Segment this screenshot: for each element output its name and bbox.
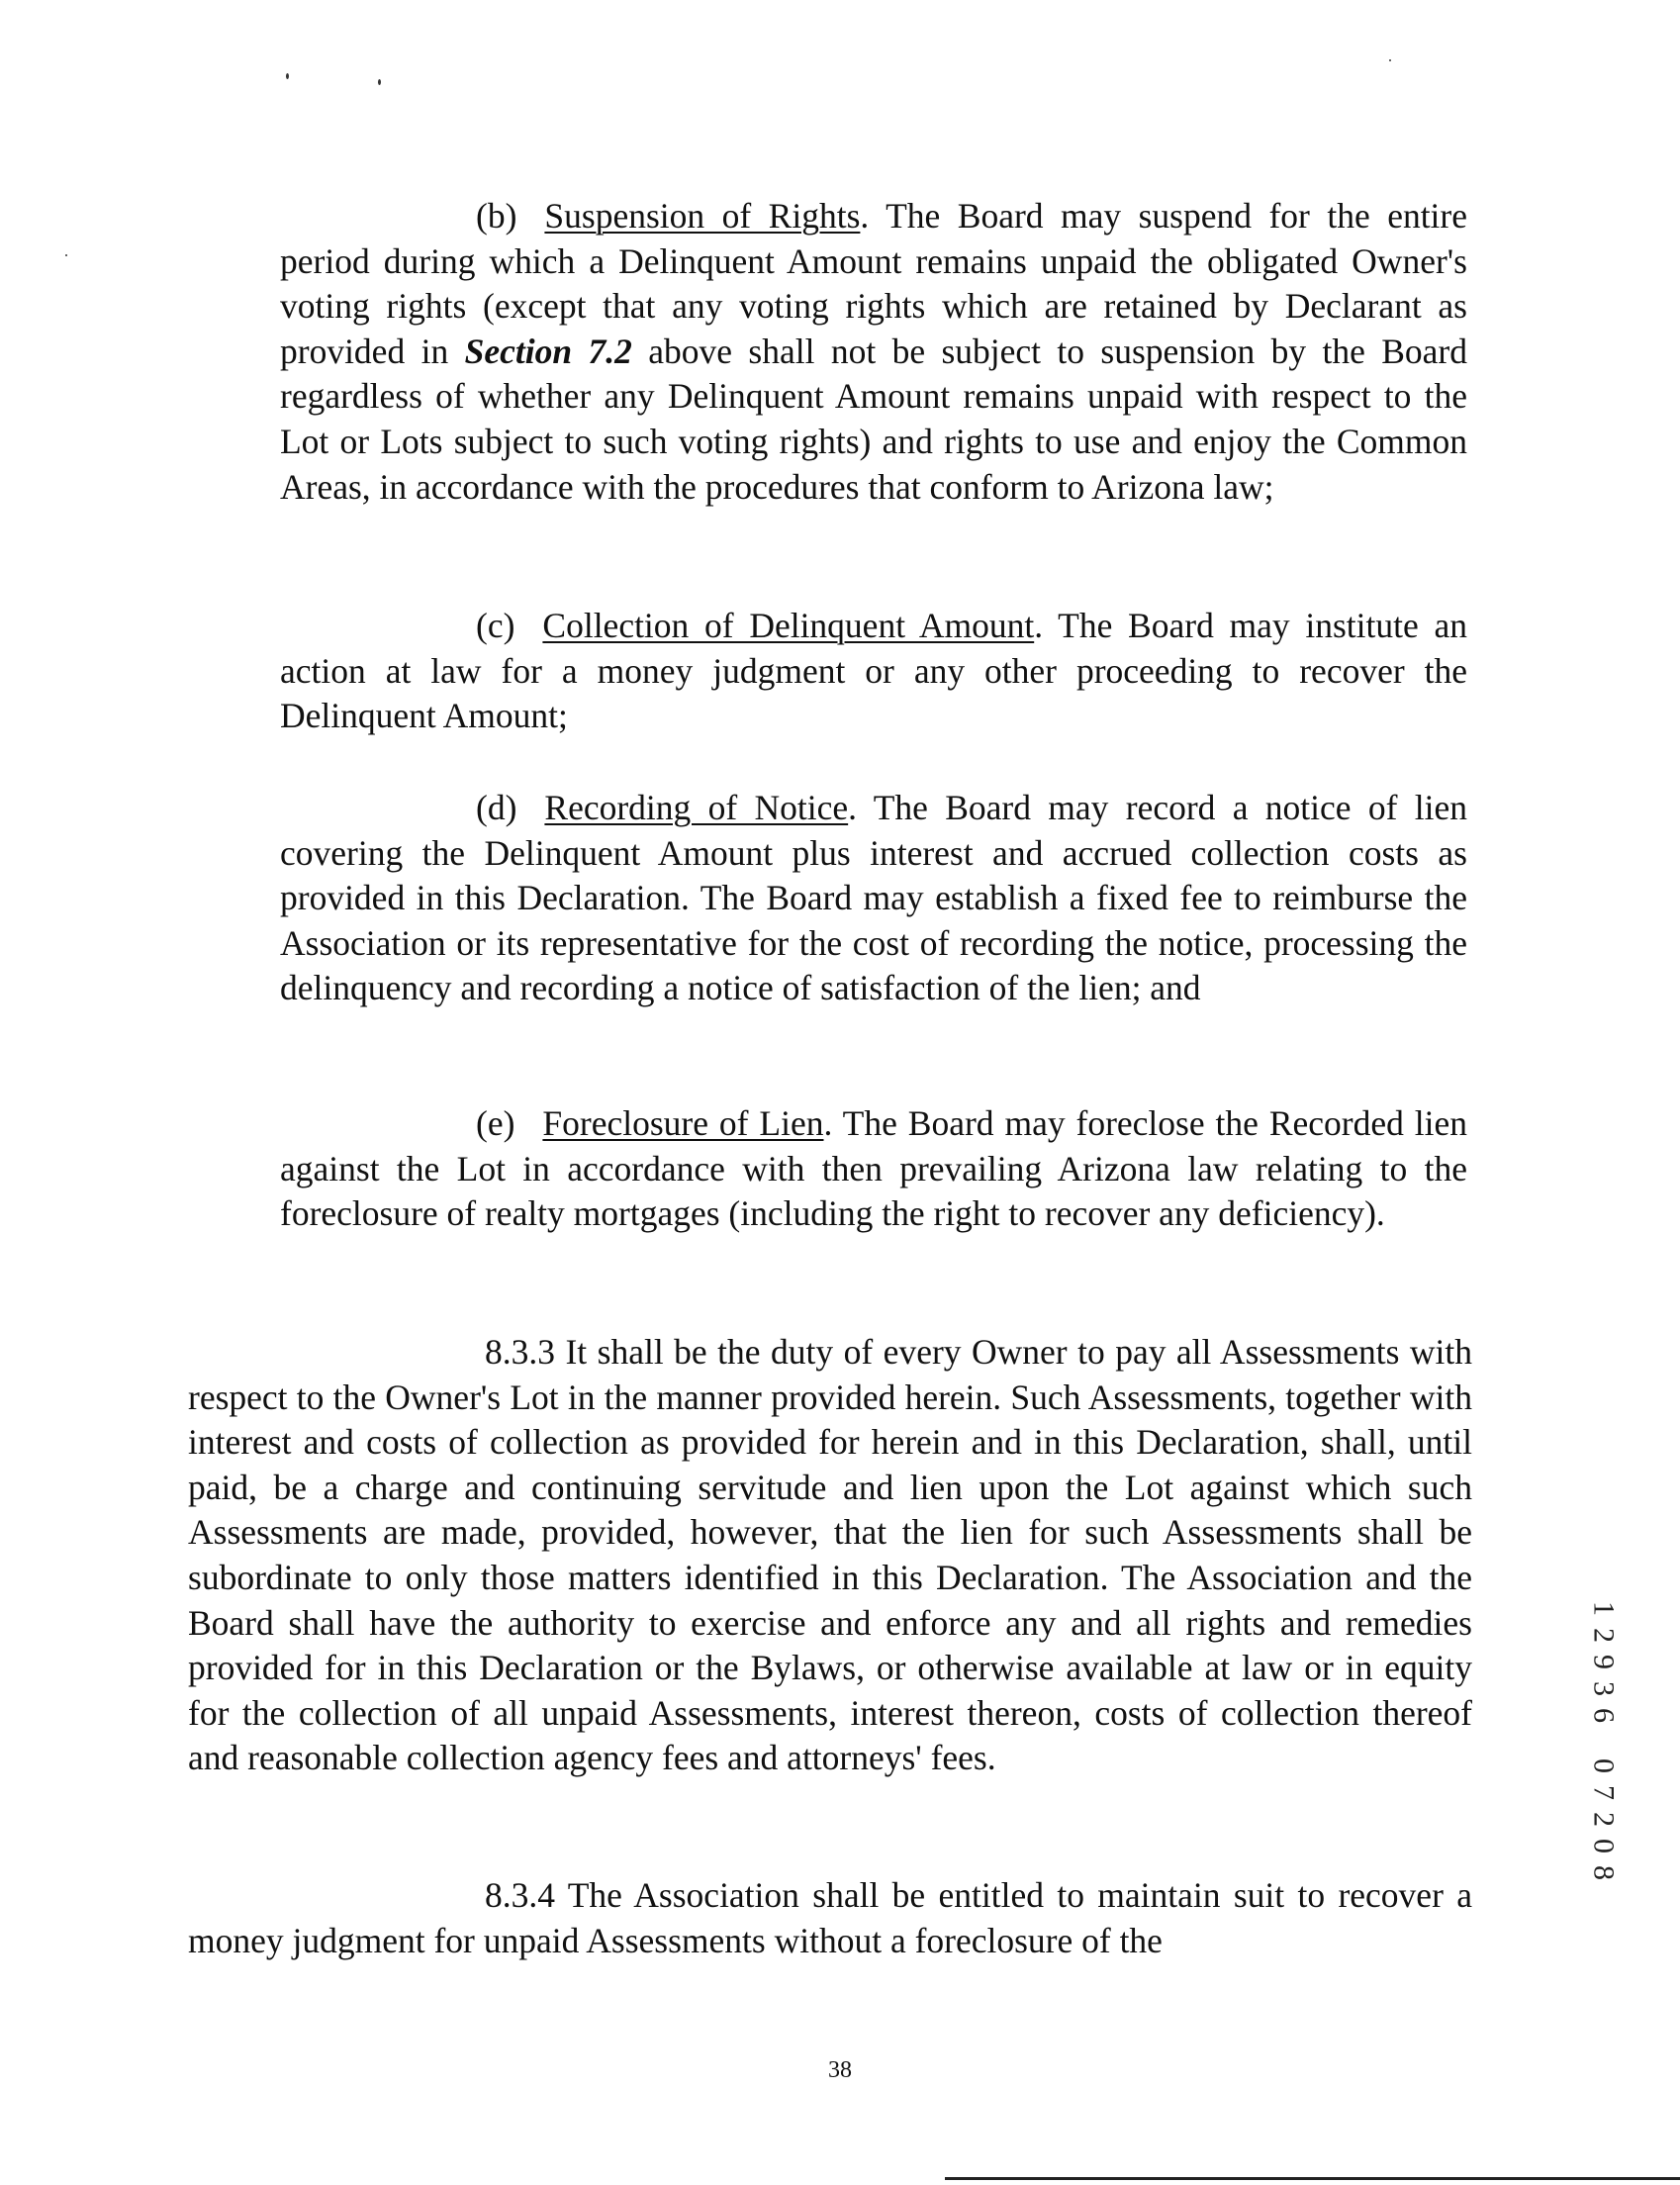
section-reference: Section 7.2 [464, 331, 632, 371]
recording-stamp-digit: 6 [1587, 1708, 1621, 1723]
bottom-edge-rule [945, 2177, 1680, 2180]
paragraph-b [280, 194, 1467, 510]
paragraph-b-text-1: . The Board may suspend for the entire period during which a Delinquent Amount remains unpaid the obligated Owner's voting rights (except that any voting rights which are retained by Declarant as provided in [280, 196, 1467, 371]
paragraph-b-label: (b) [476, 196, 517, 236]
recording-stamp-digit: 2 [1587, 1812, 1621, 1827]
paragraph-d-label: (d) [476, 788, 517, 827]
paragraph-c-heading: Collection of Delinquent Amount [542, 606, 1035, 645]
recording-stamp-digit: 9 [1587, 1655, 1621, 1669]
paragraph-e [280, 1101, 1467, 1237]
recording-stamp-digit: 2 [1587, 1628, 1621, 1643]
paragraph-c [280, 604, 1467, 739]
paragraph-c-text: . The Board may institute an action at law for a money judgment or any other proceeding to recover the Delinquent Amount; [280, 606, 1467, 736]
paragraph-d-text: . The Board may record a notice of lien covering the Delinquent Amount plus interest and accrued collection costs as provided in this Declaration. The Board may establish a fixed fee to reimburse the Association or its representative for the cost of recording the notice, processing the delinquency and recording a notice of satisfaction of the lien; and [280, 788, 1467, 1008]
paragraph-d [280, 786, 1467, 1011]
paragraph-d-heading: Recording of Notice [544, 788, 849, 827]
paragraph-e-heading: Foreclosure of Lien [542, 1103, 824, 1143]
section-8-3-4: 8.3.4 The Association shall be entitled to maintain suit to recover a money judgment for unpaid Assessments without a foreclosure of the [188, 1875, 1472, 1960]
section-8-3-3: 8.3.3 It shall be the duty of every Owner to pay all Assessments with respect to the Owner's Lot in the manner provided herein. Such Assessments, together with interest and costs of collection as provided for herein and in this Declaration, shall, until paid, be a charge and continuing servitude and lien upon the Lot against which such Assessments are made, provided, however, that the lien for such Assessments shall be subordinate to only those matters identified in this Declaration. The Association and the Board shall have the authority to exercise and enforce any and all rights and remedies provided for in this Declaration or the Bylaws, or otherwise available at law or in equity for the collection of all unpaid Assessments, interest thereon, costs of collection thereof and reasonable collection agency fees and attorneys' fees. [188, 1332, 1472, 1778]
recording-stamp [1589, 1595, 1619, 1886]
paragraph-b-text-2: above shall not be subject to suspension by the Board regardless of whether any Delinquent Amount remains unpaid with respect to the Lot or Lots subject to such voting rights) and rights to use and enjoy the Common Areas, in accordance with the procedures that conform to Arizona law; [280, 331, 1468, 507]
scan-speck [378, 79, 381, 85]
recording-stamp-digit: 8 [1587, 1865, 1621, 1880]
page-number: 38 [828, 2057, 852, 2083]
recording-stamp-part-2 [1589, 1753, 1619, 1886]
paragraph-e-text: . The Board may foreclose the Recorded lien against the Lot in accordance with then prevailing Arizona law relating to the foreclosure of realty mortgages (including the right to recover any deficiency). [280, 1103, 1468, 1234]
recording-stamp-digit: 3 [1587, 1681, 1621, 1696]
recording-stamp-digit: 1 [1587, 1601, 1621, 1616]
paragraph-c-label: (c) [476, 606, 515, 645]
recording-stamp-digit: 0 [1587, 1758, 1621, 1773]
recording-stamp-part-1 [1589, 1595, 1619, 1729]
scan-speck [65, 254, 67, 256]
recording-stamp-digit: 0 [1587, 1839, 1621, 1853]
scan-speck [1389, 59, 1391, 61]
recording-stamp-digit: 7 [1587, 1785, 1621, 1800]
paragraph-b-heading: Suspension of Rights [544, 196, 861, 236]
scan-speck [286, 73, 289, 79]
paragraph-e-label: (e) [476, 1103, 515, 1143]
